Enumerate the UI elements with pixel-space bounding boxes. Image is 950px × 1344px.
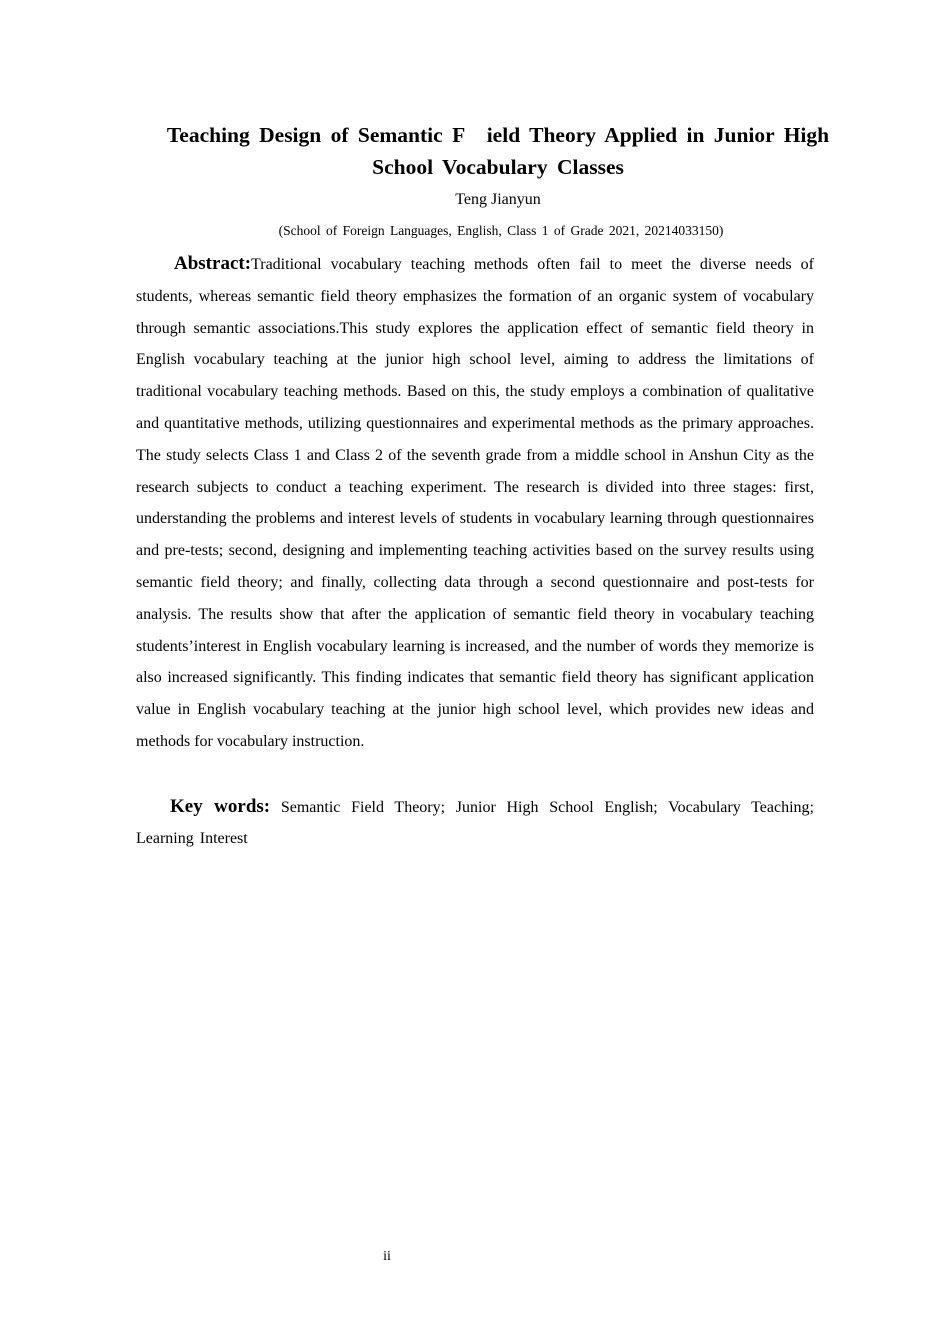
page-number: ii — [383, 1249, 391, 1264]
abstract-label: Abstract: — [174, 253, 252, 274]
keywords-label: Key words: — [170, 796, 271, 817]
keywords-text: Semantic Field Theory; Junior High School English; Vocabulary Teaching; Learning Interest — [136, 799, 814, 847]
keywords-paragraph — [136, 791, 814, 854]
author-name: Teng Jianyun — [455, 191, 541, 208]
abstract-text: Traditional vocabulary teaching methods often fail to meet the diverse needs of students, whereas semantic field theory emphasizes the formation of an organic system of vocabulary through semantic associations.This study explores the application effect of semantic field theory in English vocabulary teaching at the junior high school level, aiming to address the limitations of traditional vocabulary teaching methods. Based on this, the study employs a combination of qualitative and quantitative methods, utilizing questionnaires and experimental methods as the primary approaches. The study selects Class 1 and Class 2 of the seventh grade from a middle school in Anshun City as the research subjects to conduct a teaching experiment. The research is divided into three stages: first, understanding the problems and interest levels of students in vocabulary learning through questionnaires and pre-tests; second, designing and implementing teaching activities based on the survey results using semantic field theory; and finally, collecting data through a second questionnaire and post-tests for analysis. The results show that after the application of semantic field theory in vocabulary teaching students’interest in English vocabulary learning is increased, and the number of words they memorize is also increased significantly. This finding indicates that semantic field theory has significant application value in English vocabulary teaching at the junior high school level, which provides new ideas and methods for vocabulary instruction. — [136, 256, 814, 750]
abstract-paragraph — [136, 248, 814, 758]
paper-title: Teaching Design of Semantic F ield Theory Applied in Junior High School Vocabulary Classes — [166, 123, 830, 179]
author-affiliation: (School of Foreign Languages, English, Class 1 of Grade 2021, 20214033150) — [278, 223, 724, 238]
